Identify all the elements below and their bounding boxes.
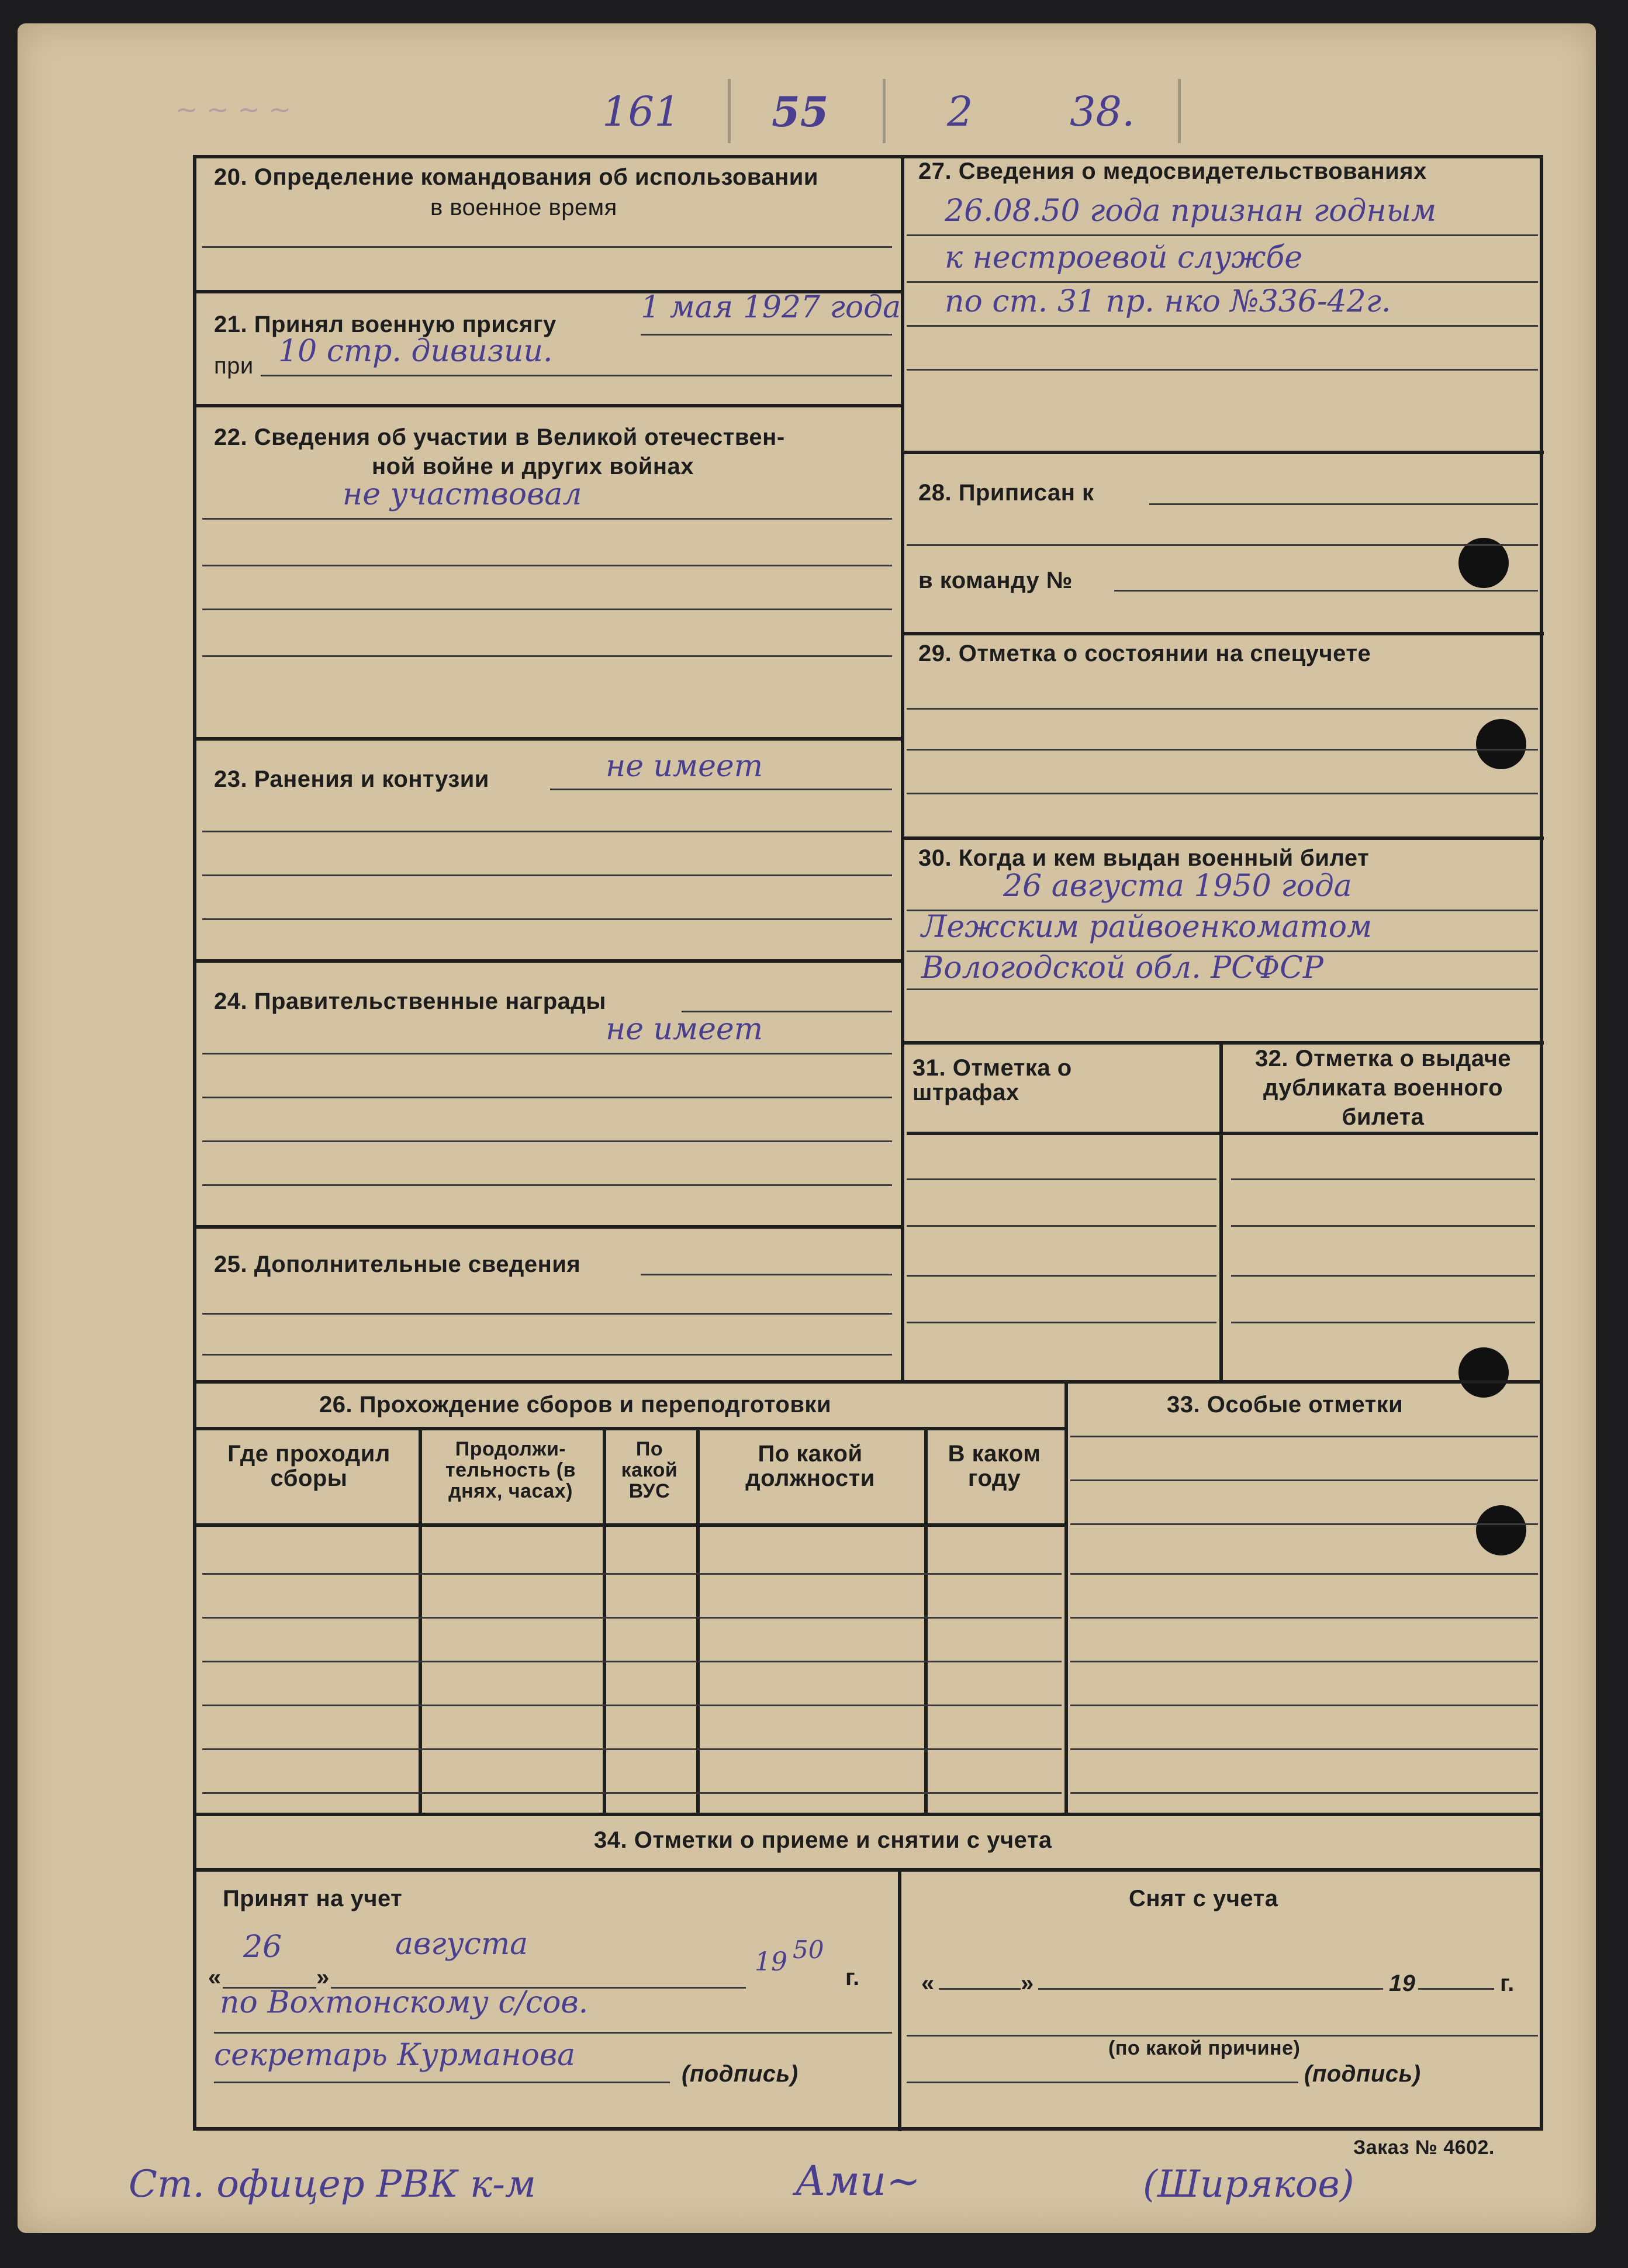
line [202, 918, 892, 920]
s31-label: 31. Отметка о штрафах [912, 1055, 1072, 1105]
line [202, 1097, 892, 1098]
line [907, 793, 1538, 794]
line [907, 2035, 1538, 2037]
s26-col-year: В каком году [948, 1441, 1041, 1491]
s34-left-label: Принят на учет [223, 1886, 403, 1911]
divider [901, 158, 904, 1380]
line [202, 874, 892, 876]
line [907, 281, 1538, 283]
line [202, 655, 892, 657]
top-separator [728, 79, 731, 143]
s28-label: 28. Приписан к [918, 480, 1094, 506]
line [261, 375, 892, 376]
s22-hw: не участвовал [343, 477, 582, 512]
divider [196, 737, 901, 741]
s34-left-year: 50 [793, 1935, 824, 1964]
table-row-line [202, 1617, 1062, 1619]
line [907, 234, 1538, 236]
line [202, 565, 892, 566]
s34-left-day: 26 [243, 1930, 282, 1965]
divider [196, 959, 901, 963]
line [1070, 1748, 1538, 1750]
line [907, 2082, 1298, 2083]
s34-right-reason: (по какой причине) [1108, 2037, 1301, 2059]
s28-label2: в команду № [918, 568, 1073, 593]
divider [898, 1868, 901, 2131]
s34-left-month: августа [395, 1927, 528, 1962]
s22-label2: ной войне и других войнах [372, 454, 694, 479]
order-number: Заказ № 4602. [1353, 2136, 1495, 2159]
top-separator [883, 79, 886, 143]
table-row-line [202, 1748, 1062, 1750]
top-number-2: 55 [772, 88, 829, 136]
line [1231, 1225, 1535, 1227]
divider [901, 836, 1544, 840]
line [202, 246, 892, 248]
line [1114, 590, 1538, 592]
s34-right-year-prefix: 19 [1389, 1970, 1416, 1996]
quote-close: » [316, 1965, 330, 1990]
line [1070, 1436, 1538, 1437]
s26-col-place: Где проходил сборы [227, 1441, 390, 1491]
s34-left-g: г. [845, 1965, 860, 1990]
line [202, 1184, 892, 1186]
line [907, 1275, 1216, 1277]
s34-left-podpis: (подпись) [682, 2061, 799, 2087]
s26-col-duration: Продолжи- тельность (в днях, часах) [445, 1438, 576, 1502]
s30-hw-2: Лежским райвоенкоматом [921, 910, 1373, 945]
line [907, 544, 1538, 546]
s30-label: 30. Когда и кем выдан военный билет [918, 845, 1370, 871]
s30-hw-3: Вологодской обл. РСФСР [921, 950, 1323, 986]
line [907, 749, 1538, 751]
s21-hw-date: 1 мая 1927 года [641, 290, 901, 325]
line [1231, 1178, 1535, 1180]
bottom-signature: Ами~ [795, 2157, 921, 2205]
s34-right-g: г. [1500, 1970, 1515, 1996]
s34-left-hw-line: по Вохтонскому с/сов. [220, 1985, 589, 2020]
divider [196, 1868, 1541, 1872]
military-record-card [18, 23, 1596, 2233]
line [214, 2032, 892, 2034]
quote-open: « [208, 1965, 222, 1990]
s26-title: 26. Прохождение сборов и переподготовки [319, 1392, 832, 1418]
line [641, 1274, 892, 1275]
divider [196, 1523, 1064, 1527]
line [1070, 1573, 1538, 1575]
s34-left-year-prefix: 19 [755, 1947, 787, 1977]
line [907, 1178, 1216, 1180]
line [550, 789, 892, 790]
table-row-line [202, 1792, 1062, 1794]
line [1070, 1705, 1538, 1706]
line [202, 518, 892, 520]
line [1070, 1792, 1538, 1794]
divider [196, 404, 901, 407]
s20-label: 20. Определение командования об использовании [214, 164, 818, 190]
line [907, 325, 1538, 327]
s27-label: 27. Сведения о медосвидетельствованиях [918, 158, 1427, 184]
line [1038, 1988, 1383, 1990]
line [1070, 1661, 1538, 1662]
divider [196, 1225, 901, 1229]
line [1070, 1523, 1538, 1525]
divider [196, 1813, 1541, 1816]
form-grid [193, 155, 1543, 2131]
line [907, 1225, 1216, 1227]
divider [1219, 1041, 1223, 1380]
s33-label: 33. Особые отметки [1167, 1392, 1404, 1418]
quote-close: » [1021, 1970, 1034, 1996]
divider [901, 632, 1544, 635]
bottom-hw-officer: Ст. офицер РВК к-м [129, 2163, 536, 2206]
quote-open: « [921, 1970, 935, 1996]
line [939, 1988, 1021, 1990]
table-row-line [202, 1661, 1062, 1662]
line [214, 2082, 670, 2083]
divider [1064, 1380, 1068, 1813]
s34-right-podpis: (подпись) [1304, 2061, 1421, 2087]
s21-label-pri: при [214, 353, 254, 379]
s27-hw-3: по ст. 31 пр. нко №336-42г. [945, 284, 1391, 319]
line [641, 334, 892, 336]
s27-hw-2: к нестроевой службе [945, 240, 1303, 275]
faded-stamp: ~ ~ ~ ~ [175, 94, 292, 125]
top-number-3: 2 [947, 88, 973, 136]
line [202, 1053, 892, 1055]
s24-hw: не имеет [606, 1012, 763, 1047]
s21-hw-unit: 10 стр. дивизии. [278, 334, 553, 369]
line [1070, 1617, 1538, 1619]
s21-label: 21. Принял военную присягу [214, 312, 557, 337]
s23-label: 23. Ранения и контузии [214, 766, 489, 792]
line [1149, 503, 1538, 505]
s34-title: 34. Отметки о приеме и снятии с учета [594, 1827, 1052, 1853]
s34-right-label: Снят с учета [1129, 1886, 1278, 1911]
s22-label: 22. Сведения об участии в Великой отечествен- [214, 424, 785, 450]
s34-left-hw-sign: секретарь Курманова [214, 2038, 576, 2073]
s26-col-position: По какой должности [745, 1441, 875, 1491]
top-separator [1178, 79, 1181, 143]
line [1231, 1322, 1535, 1323]
line [202, 609, 892, 610]
s29-label: 29. Отметка о состоянии на спецучете [918, 641, 1371, 666]
s24-label: 24. Правительственные награды [214, 988, 606, 1014]
s26-col-vus: По какой ВУС [621, 1438, 678, 1502]
line [202, 831, 892, 832]
s32-label: 32. Отметка о выдаче дубликата военного билета [1254, 1046, 1512, 1130]
table-row-line [202, 1573, 1062, 1575]
s25-label: 25. Дополнительные сведения [214, 1251, 581, 1277]
line [907, 369, 1538, 371]
line [202, 1140, 892, 1142]
line [1070, 1479, 1538, 1481]
line [907, 1322, 1216, 1323]
bottom-hw-name: (Ширяков) [1143, 2163, 1354, 2206]
divider [196, 1380, 1541, 1384]
s27-hw-1: 26.08.50 года признан годным [945, 193, 1437, 229]
top-number-4: 38. [1070, 88, 1135, 136]
divider [901, 451, 1544, 454]
table-row-line [202, 1705, 1062, 1706]
line [1231, 1275, 1535, 1277]
s23-hw: не имеет [606, 749, 763, 784]
line [1418, 1988, 1494, 1990]
top-number-1: 161 [602, 88, 680, 136]
s20-label2: в военное время [430, 195, 617, 220]
line [202, 1354, 892, 1356]
divider [196, 1427, 1064, 1430]
line [202, 1313, 892, 1315]
line [907, 708, 1538, 710]
divider [907, 1132, 1538, 1135]
line [907, 988, 1538, 990]
s30-hw-1: 26 августа 1950 года [1003, 869, 1352, 904]
